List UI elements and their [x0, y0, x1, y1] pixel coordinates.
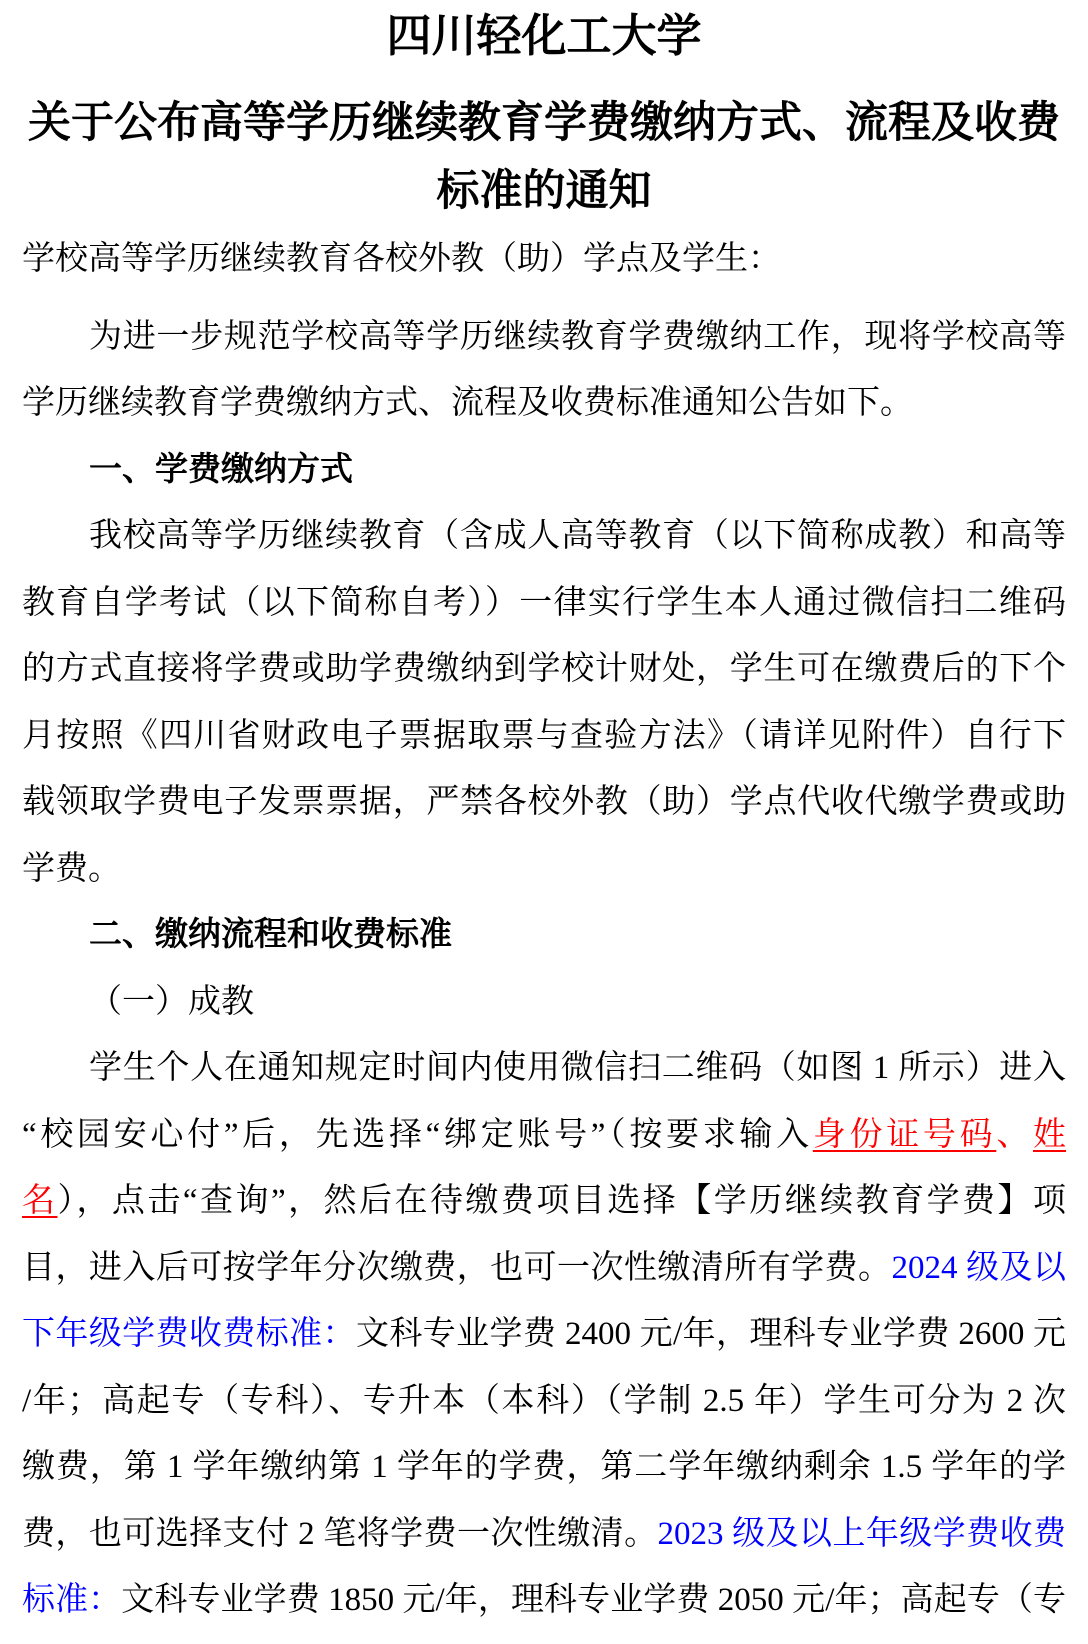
text-segment: 缴费，第 1 学年缴纳第 1 学年的学费，第二学年缴纳剩余 1.5 学年的学: [22, 1449, 1066, 1485]
text-segment: 学校高等学历继续教育各校外教（助）学点及学生：: [22, 241, 781, 277]
text-segment: 的方式直接将学费或助学费缴纳到学校计财处，学生可在缴费后的下个: [22, 651, 1066, 687]
paragraph-line: [22, 1368, 1066, 1435]
notice-title-line-2: 标准的通知: [436, 168, 652, 215]
subsection-heading: [22, 969, 1066, 1036]
paragraph-line: [22, 636, 1066, 703]
paragraph-line: [22, 769, 1066, 836]
paragraph-line: [22, 836, 1066, 903]
text-segment: ），点击“查询”，然后在待缴费项目选择【学历继续教育学费】项: [57, 1183, 1067, 1219]
section-heading-2: [22, 902, 1066, 969]
text-segment: /年；高起专（专科）、专升本（本科）（学制 2.5 年）学生可分为 2 次: [22, 1382, 1066, 1419]
text-segment: （一）成教: [89, 983, 254, 1020]
document-header: [22, 6, 1066, 226]
red-emphasis-text: 名: [22, 1183, 58, 1219]
section-heading-1: [22, 437, 1066, 504]
blue-emphasis-text: 标准：: [22, 1582, 122, 1618]
university-name-title: 四川轻化工大学: [386, 11, 702, 61]
text-segment: 为进一步规范学校高等学历继续教育学费缴纳工作，现将学校高等: [89, 318, 1066, 355]
text-segment: 二、缴纳流程和收费标准: [89, 917, 452, 953]
text-segment: 月按照《四川省财政电子票据取票与查验方法》（请详见附件）自行下: [22, 717, 1066, 754]
text-segment: 文科专业学费 1850 元/年，理科专业学费 2050 元/年；高起专（专: [121, 1582, 1067, 1618]
paragraph-line: [22, 503, 1066, 570]
paragraph-line: [22, 1567, 1066, 1634]
text-segment: 费，也可选择支付 2 笔将学费一次性缴清。: [22, 1515, 658, 1552]
blue-emphasis-text: 下年级学费收费标准：: [22, 1316, 356, 1352]
notice-title-line-1: 关于公布高等学历继续教育学费缴纳方式、流程及收费: [28, 100, 1060, 147]
paragraph-line: [22, 1168, 1066, 1235]
text-segment: 我校高等学历继续教育（含成人高等教育（以下简称成教）和高等: [89, 518, 1066, 554]
text-segment: 载领取学费电子发票票据，严禁各校外教（助）学点代收代缴学费或助: [22, 784, 1066, 820]
paragraph-line: [22, 570, 1066, 637]
text-segment: 学生个人在通知规定时间内使用微信扫二维码（如图 1 所示）进入: [89, 1050, 1067, 1086]
text-segment: 学历继续教育学费缴纳方式、流程及收费标准通知公告如下。: [22, 385, 913, 421]
text-segment: 教育自学考试（以下简称自考））一律实行学生本人通过微信扫二维码: [22, 584, 1066, 621]
red-emphasis-text: 姓: [1033, 1116, 1067, 1153]
paragraph-line: [22, 304, 1066, 371]
salutation-line: [22, 226, 1066, 293]
paragraph-line: [22, 1235, 1066, 1302]
paragraph-line: [22, 703, 1066, 770]
text-segment: 一、学费缴纳方式: [89, 451, 353, 488]
text-segment: 目，进入后可按学年分次缴费，也可一次性缴清所有学费。: [22, 1249, 892, 1286]
blue-emphasis-text: 2023 级及以上年级学费收费: [657, 1515, 1067, 1552]
paragraph-line: [22, 370, 1066, 437]
notice-body: [22, 226, 1066, 1634]
paragraph-line: [22, 1035, 1066, 1102]
text-segment: “校园安心付”后，先选择“绑定账号”（按要求输入: [22, 1116, 813, 1153]
text-segment: 文科专业学费 2400 元/年，理科专业学费 2600 元: [355, 1316, 1067, 1352]
red-emphasis-text: 身份证号码: [812, 1116, 997, 1153]
red-emphasis-text: 、: [996, 1116, 1034, 1153]
text-segment: 学费。: [22, 850, 121, 887]
paragraph-line: [22, 1102, 1066, 1169]
paragraph-line: [22, 1434, 1066, 1501]
blue-emphasis-text: 2024 级及以: [891, 1249, 1067, 1286]
paragraph-line: [22, 1501, 1066, 1568]
paragraph-line: [22, 1301, 1066, 1368]
